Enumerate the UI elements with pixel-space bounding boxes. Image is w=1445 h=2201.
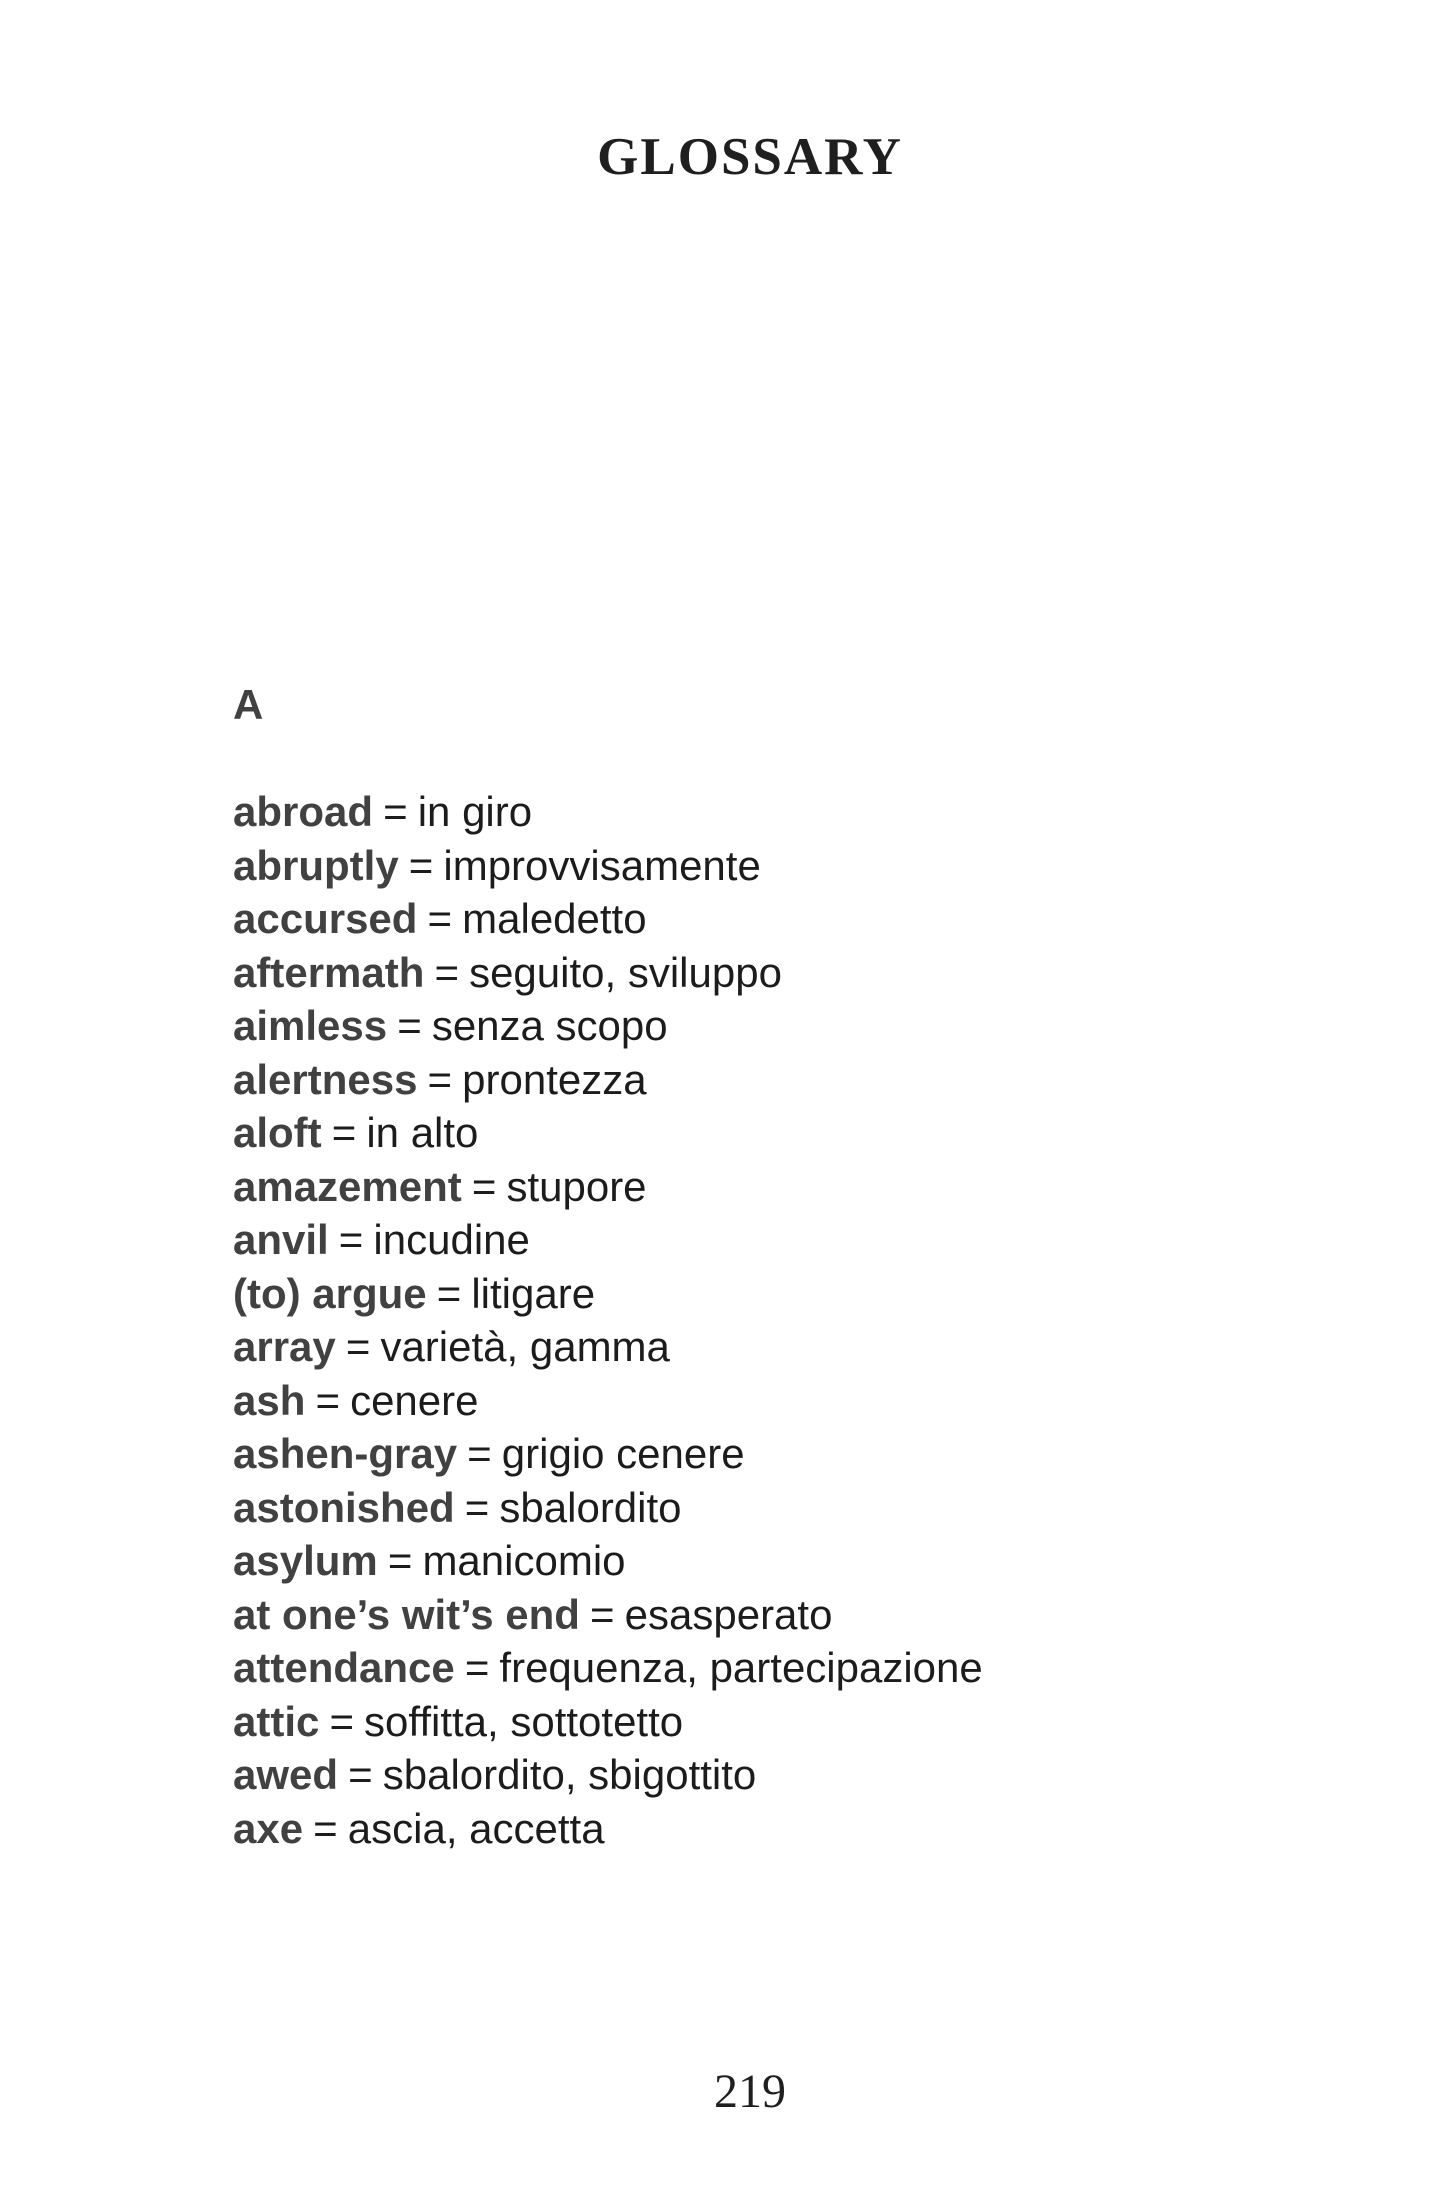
entry-translation: in alto [366,1109,479,1156]
entry-term: (to) argue [233,1269,427,1317]
glossary-entry [233,1695,1267,1749]
glossary-entry [233,999,1267,1053]
equals-separator: = [313,1804,338,1852]
glossary-entry [233,1106,1267,1160]
equals-separator: = [338,1216,364,1263]
entry-term: aimless [233,1002,388,1049]
equals-separator: = [427,895,453,942]
glossary-entry [233,1267,1267,1321]
entry-term: amazement [233,1162,462,1210]
entry-term: array [233,1323,336,1370]
entry-term: ashen-gray [233,1430,458,1477]
entry-term: attic [233,1697,320,1745]
entry-term: alertness [233,1055,418,1103]
entry-translation: cenere [350,1376,479,1424]
glossary-entry [233,1320,1267,1374]
glossary-entry [233,1802,1267,1856]
equals-separator: = [331,1109,357,1156]
entry-translation: manicomio [422,1537,626,1584]
glossary-entry [233,1160,1267,1214]
equals-separator: = [436,1269,462,1317]
glossary-entry [233,1748,1267,1802]
entry-term: anvil [233,1216,329,1263]
entry-translation: soffitta, sottotetto [364,1697,684,1745]
entry-term: ash [233,1376,306,1424]
equals-separator: = [329,1697,354,1745]
glossary-entry [233,1534,1267,1588]
entry-translation: incudine [373,1216,530,1263]
equals-separator: = [427,1055,453,1103]
glossary-entry [233,1374,1267,1428]
glossary-entry [233,1641,1267,1695]
glossary-entry [233,1588,1267,1642]
entry-term: asylum [233,1537,378,1584]
glossary-entry [233,892,1267,946]
glossary-entry [233,946,1267,1000]
entry-translation: senza scopo [431,1002,668,1049]
equals-separator: = [348,1751,373,1798]
equals-separator: = [464,1644,490,1691]
entry-translation: sbalordito, sbigottito [382,1751,757,1798]
glossary-list [233,785,1267,1855]
equals-separator: = [434,948,459,996]
entry-translation: stupore [506,1162,647,1210]
entry-translation: esasperato [624,1590,833,1638]
page-number: 219 [714,2065,786,2118]
entry-term: abroad [233,788,374,835]
glossary-entry [233,785,1267,839]
entry-translation: grigio cenere [501,1430,745,1477]
equals-separator: = [383,788,408,835]
equals-separator: = [590,1590,615,1638]
page-content [233,0,1267,2201]
entry-term: at one’s wit’s end [233,1590,580,1638]
equals-separator: = [408,841,434,889]
entry-term: axe [233,1804,304,1852]
equals-separator: = [397,1002,422,1049]
entry-translation: maledetto [462,895,647,942]
glossary-entry [233,839,1267,893]
equals-separator: = [345,1323,371,1370]
glossary-entry [233,1481,1267,1535]
entry-translation: frequenza, partecipazione [499,1644,983,1691]
equals-separator: = [315,1376,340,1424]
entry-translation: varietà, gamma [380,1323,670,1370]
entry-translation: litigare [471,1269,596,1317]
entry-translation: prontezza [462,1055,647,1103]
entry-translation: sbalordito [499,1483,682,1531]
entry-term: aloft [233,1109,322,1156]
entry-translation: improvvisamente [443,841,761,889]
entry-translation: ascia, accetta [347,1804,605,1852]
equals-separator: = [387,1537,413,1584]
entry-translation: in giro [417,788,533,835]
entry-term: attendance [233,1644,455,1691]
entry-term: abruptly [233,841,399,889]
glossary-entry [233,1213,1267,1267]
entry-term: accursed [233,895,418,942]
entry-term: astonished [233,1483,455,1531]
equals-separator: = [471,1162,497,1210]
page-title: GLOSSARY [597,128,903,186]
equals-separator: = [464,1483,490,1531]
equals-separator: = [467,1430,492,1477]
section-letter-heading: A [233,681,264,728]
glossary-entry [233,1427,1267,1481]
entry-translation: seguito, sviluppo [469,948,782,996]
entry-term: awed [233,1751,339,1798]
entry-term: aftermath [233,948,425,996]
glossary-entry [233,1053,1267,1107]
